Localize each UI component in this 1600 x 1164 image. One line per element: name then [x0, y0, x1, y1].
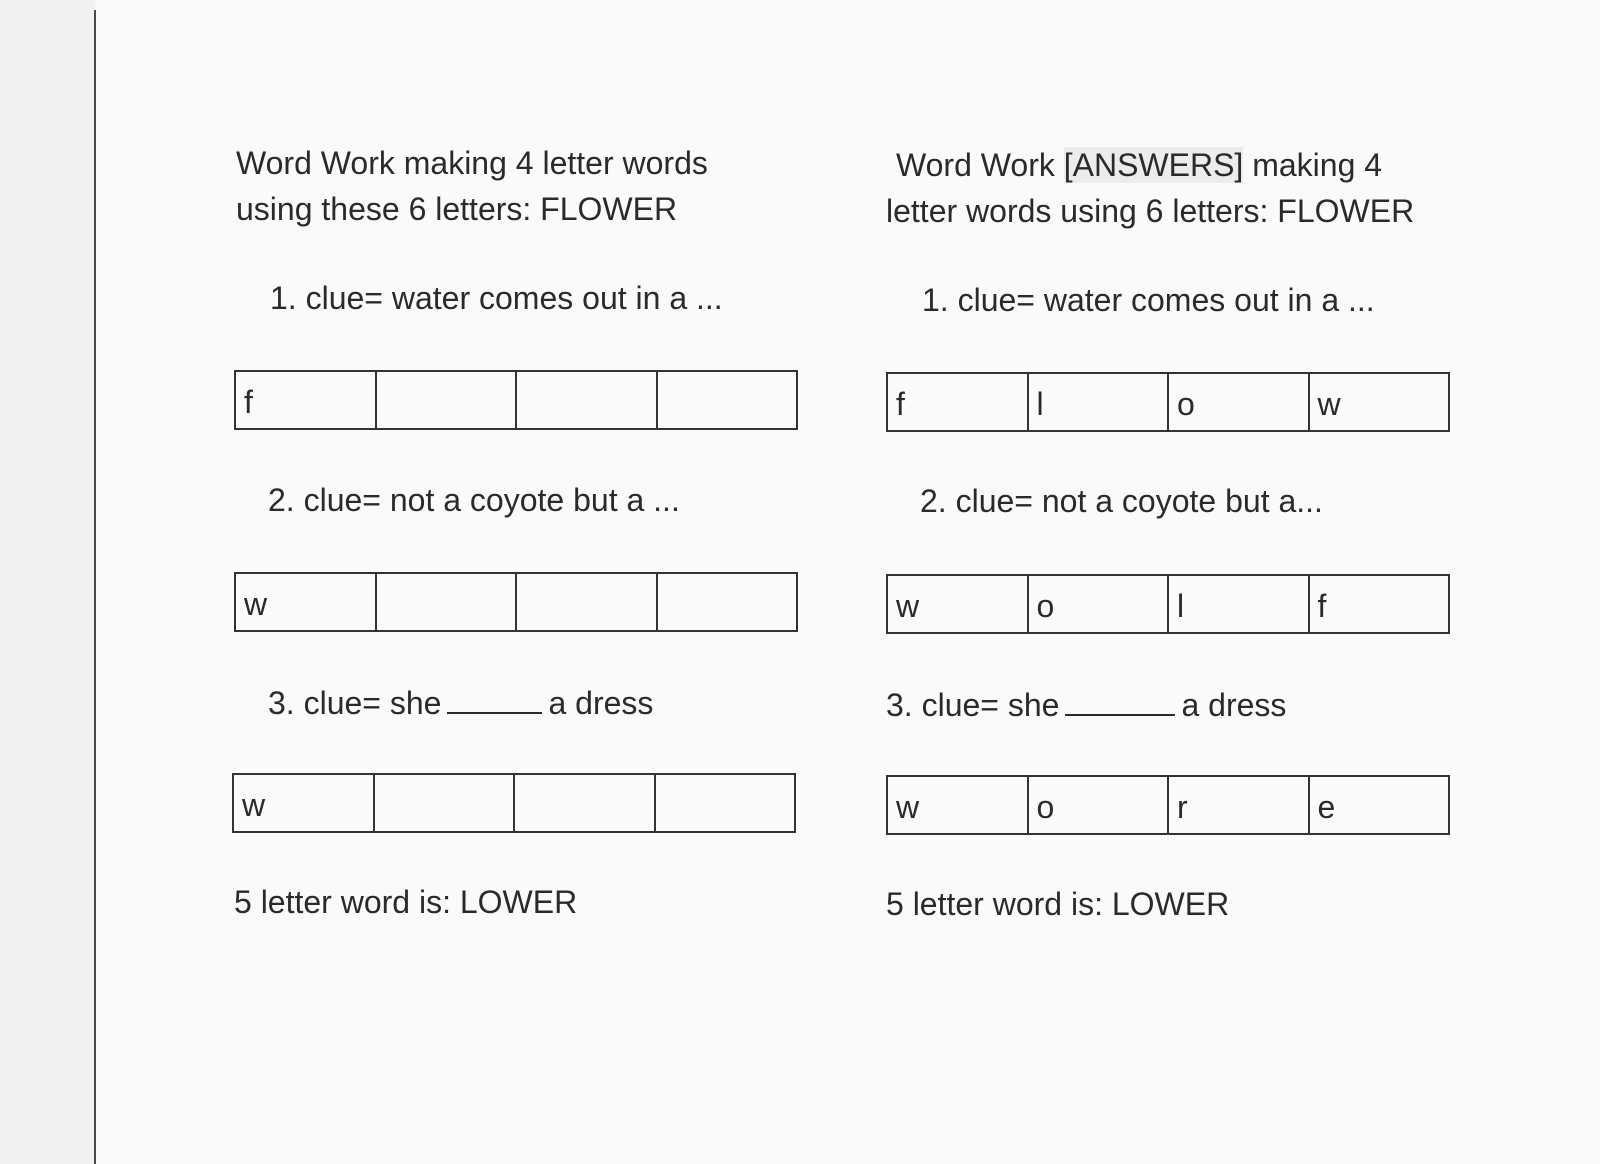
- clue-3-end: a dress: [1181, 687, 1287, 723]
- scan-margin: [0, 0, 94, 1164]
- worksheet-column: [236, 0, 836, 1000]
- answer-boxes-1: [234, 370, 798, 430]
- letter-cell[interactable]: [517, 372, 658, 428]
- letter-cell[interactable]: [515, 775, 656, 831]
- letter-cell[interactable]: w: [888, 777, 1029, 833]
- letter-cell[interactable]: l: [1169, 576, 1310, 632]
- letter-cell[interactable]: o: [1029, 576, 1170, 632]
- five-letter-word: 5 letter word is: LOWER: [234, 884, 578, 920]
- five-letter-word: 5 letter word is: LOWER: [886, 886, 1230, 922]
- letter-cell[interactable]: w: [236, 574, 377, 630]
- clue-1: 1. clue= water comes out in a ...: [270, 280, 723, 316]
- letter-cell[interactable]: [658, 574, 797, 630]
- answers-column: [888, 0, 1488, 1000]
- clue-3: [886, 686, 1286, 724]
- letter-cell[interactable]: e: [1317, 789, 1336, 825]
- letter-cell[interactable]: [656, 775, 795, 831]
- title-line-2: letter words using 6 letters: FLOWER: [886, 193, 1415, 229]
- letter-cell[interactable]: w: [888, 576, 1029, 632]
- letter-cell[interactable]: [375, 775, 516, 831]
- answer-boxes-3: [886, 775, 1450, 835]
- letter-cell[interactable]: l: [1029, 374, 1170, 430]
- answer-boxes-3: [232, 773, 796, 833]
- letter-cell[interactable]: f: [236, 372, 377, 428]
- letter-cell[interactable]: w: [1317, 386, 1341, 422]
- letter-cell[interactable]: o: [1029, 777, 1170, 833]
- fill-in-blank: [1065, 686, 1175, 716]
- title-prefix: Word Work: [896, 147, 1064, 183]
- letter-cell[interactable]: [377, 372, 518, 428]
- letter-cell[interactable]: w: [234, 775, 375, 831]
- clue-2: 2. clue= not a coyote but a ...: [268, 482, 680, 518]
- title-line-1: [886, 142, 1486, 188]
- title-line-1: Word Work making 4 letter words: [236, 145, 708, 181]
- letter-cell[interactable]: o: [1169, 374, 1310, 430]
- clue-3-end: a dress: [548, 685, 654, 721]
- clue-1: 1. clue= water comes out in a ...: [922, 282, 1375, 318]
- clue-3-start: 3. clue= she: [886, 687, 1060, 723]
- clue-3-start: 3. clue= she: [268, 685, 442, 721]
- letter-cell[interactable]: r: [1169, 777, 1310, 833]
- letter-cell[interactable]: f: [888, 374, 1029, 430]
- title-suffix: making 4: [1243, 147, 1383, 183]
- answers-highlight: [ANSWERS]: [1063, 147, 1244, 183]
- worksheet-title: [236, 140, 796, 232]
- letter-cell[interactable]: [377, 574, 518, 630]
- clue-2: 2. clue= not a coyote but a...: [920, 483, 1323, 519]
- letter-cell[interactable]: f: [1317, 588, 1327, 624]
- answers-title: [886, 142, 1486, 234]
- letter-cell[interactable]: [658, 372, 797, 428]
- fill-in-blank: [447, 684, 542, 714]
- letter-cell[interactable]: [517, 574, 658, 630]
- answer-boxes-2: [886, 574, 1450, 634]
- clue-3: [268, 684, 653, 722]
- title-line-2: using these 6 letters: FLOWER: [236, 191, 678, 227]
- answer-boxes-2: [234, 572, 798, 632]
- answer-boxes-1: [886, 372, 1450, 432]
